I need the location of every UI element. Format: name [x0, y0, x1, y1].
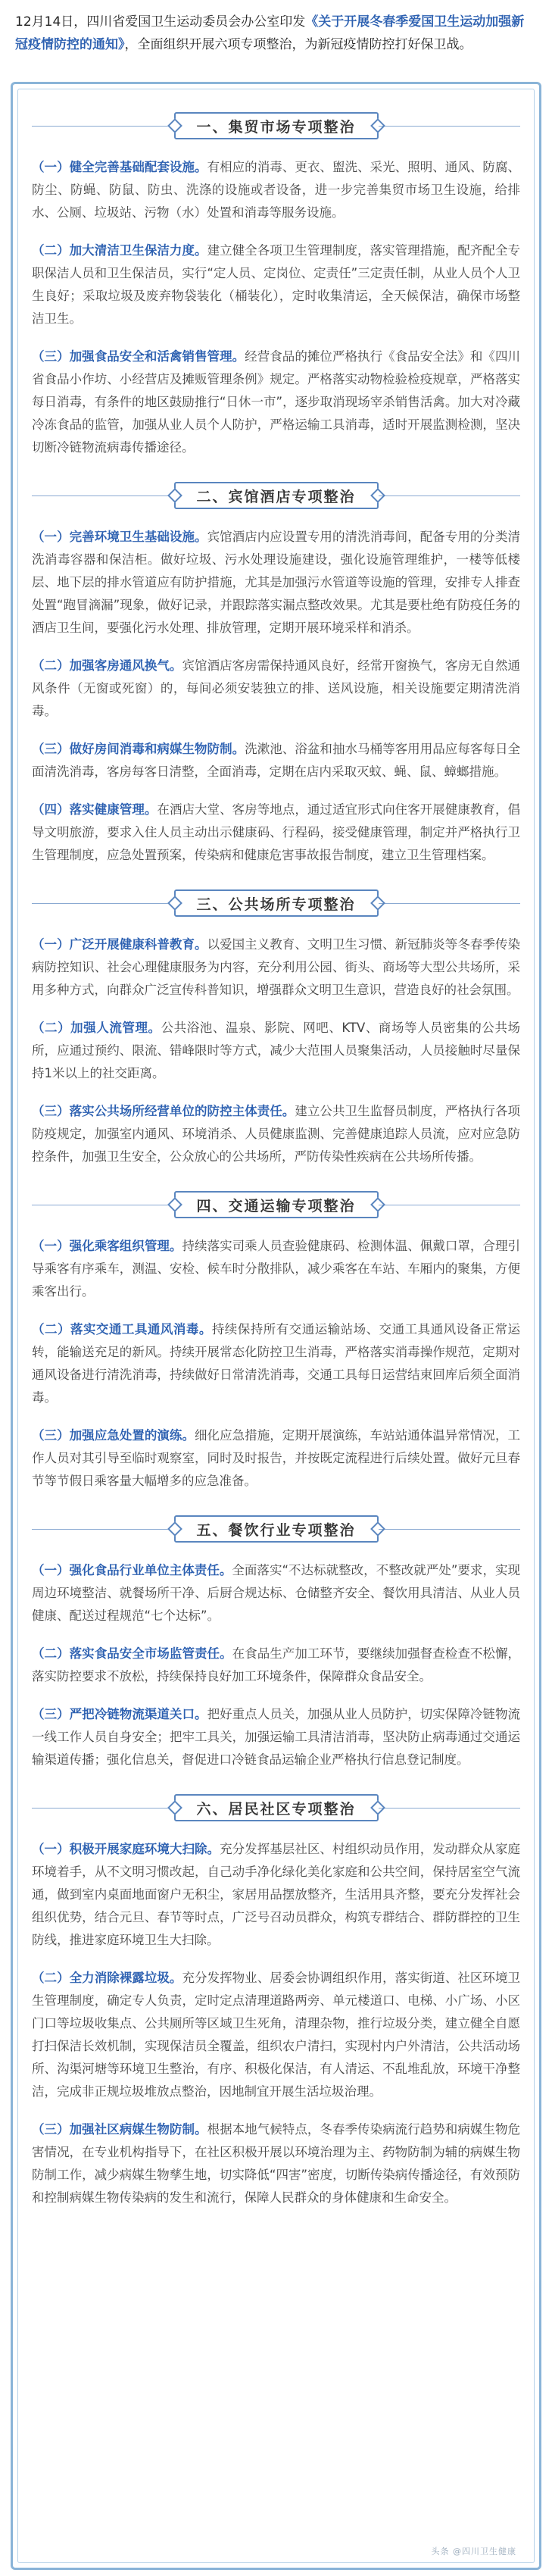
measure-item: [32, 655, 520, 723]
measure-text: 持续保持所有交通运输站场、交通工具通风设备正常运转，能输送充足的新风。持续开展常态化防控卫生消毒，严格落实消毒操作规范，定期对通风设备进行清洗消毒，持续做好日常清洗消毒，交通工具每日运营结束回库后须全面消毒。: [32, 1322, 521, 1405]
measure-item: [32, 239, 520, 330]
measure-item: [32, 1967, 520, 2103]
intro-date-prefix: 12月14日，四川省爱国卫生运动委员会办公室印发: [15, 14, 306, 30]
measure-text: 洗漱池、浴盆和抽水马桶等客用用品应每客每日全面清洗消毒，客房每客日清整，全面消毒，定期在店内采取灭蚊、蝇、鼠、蟑螂措施。: [32, 742, 521, 779]
section-3: [32, 889, 520, 1168]
section-title: 六、居民社区专项整治: [174, 1794, 379, 1821]
measure-text: 在酒店大堂、客房等地点，通过适宜形式向住客开展健康教育，倡导文明旅游，要求入住人员主动出示健康码、行程码，接受健康管理，制定并严格执行卫生管理制度，应急处置预案，传染病和健康危害事故报告制度，建立卫生管理档案。: [32, 802, 521, 862]
measure-item: [32, 1559, 520, 1627]
measure-lead: （四）落实健康管理。: [32, 802, 157, 817]
measure-text: 持续落实司乘人员查验健康码、检测体温、佩戴口罩，合理引导乘客有序乘车，测温、安检、候车时分散排队，减少乘客在车站、车厢内的聚集，方便乘客出行。: [32, 1239, 521, 1299]
measure-item: [32, 526, 520, 639]
section-title: 一、集贸市场专项整治: [174, 112, 379, 139]
section-6: [32, 1794, 520, 2209]
section-header-left-line: [32, 126, 174, 127]
measure-lead: （一）强化乘客组织管理。: [32, 1239, 182, 1253]
measure-text: 充分发挥基层社区、村组织动员作用，发动群众从家庭环境着手，从不文明习惯改起，自己动手净化绿化美化家庭和公共空间，保持居室空气流通，做到室内桌面地面窗户无积尘，家居用品摆放整齐，生活用具齐整，要充分发挥社会组织优势，结合元旦、春节等时点，广泛号召动员群众，构筑专群结合、群防群控的卫生防线，推进家庭环境卫生大扫除。: [32, 1842, 521, 1947]
content-frame: [11, 82, 541, 2570]
measure-text: 细化应急措施，定期开展演练，车站站通体温异常情况，工作人员对其引导至临时观察室，同时及时报告，并按既定流程进行后续处置。做好元旦春节等节假日乘客量大幅增多的应急准备。: [32, 1428, 521, 1488]
measure-item: [32, 1017, 520, 1085]
section-1: [32, 112, 520, 459]
section-header-left-line: [32, 1808, 174, 1809]
section-header-right-line: [379, 1529, 521, 1530]
measure-lead: （一）广泛开展健康科普教育。: [32, 937, 207, 952]
section-5: [32, 1515, 520, 1771]
intro-after: ，全面组织开展六项专项整治，为新冠疫情防控打好保卫战。: [124, 37, 472, 52]
section-title: 五、餐饮行业专项整治: [174, 1515, 379, 1543]
measure-lead: （三）加强应急处置的演练。: [32, 1428, 195, 1443]
intro-doc-title[interactable]: 《关于开展冬春季爱国卫生运动加强新冠疫情防控的通知》: [15, 14, 525, 52]
section-header: [32, 889, 520, 917]
measure-text: 经营食品的摊位严格执行《食品安全法》和《四川省食品小作坊、小经营店及摊贩管理条例》规定。严格落实动物检验检疫规章，严格落实每日消毒，有条件的地区鼓励推行“日休一市”，逐步取消现场宰杀销售活禽。加大对冷藏冷冻食品的监管，加强从业人员个人防护，严格运输工具消毒，适时开展监测检测，坚决切断冷链物流病毒传播途径。: [32, 349, 521, 455]
intro-paragraph: [15, 11, 537, 56]
measure-lead: （二）加强客房通风换气。: [32, 658, 182, 673]
section-header-right-line: [379, 126, 521, 127]
section-4: [32, 1191, 520, 1493]
measure-text: 把好重点人员关，加强从业人员防护，切实保障冷链物流一线工作人员自身安全；把牢工具关，加强运输工具清洁消毒，坚决防止病毒通过交通运输渠道传播；强化信息关，督促进口冷链食品运输企业严格执行信息登记制度。: [32, 1707, 521, 1767]
measure-item: [32, 1318, 520, 1409]
measure-lead: （二）加大清洁卫生保洁力度。: [32, 243, 207, 258]
section-header: [32, 1191, 520, 1218]
section-title: 二、宾馆酒店专项整治: [174, 482, 379, 509]
measure-lead: （三）严把冷链物流渠道关口。: [32, 1707, 207, 1721]
measure-item: [32, 1100, 520, 1168]
measure-item: [32, 156, 520, 224]
measure-item: [32, 1643, 520, 1688]
measure-text: 建立公共卫生监督员制度，严格执行各项防疫规定，加强室内通风、环境消杀、人员健康监测、完善健康追踪人员流，应对应急防控条件，加强卫生安全，公众放心的公共场所，严防传染性疾病在公共场所传播。: [32, 1104, 521, 1164]
measure-item: [32, 2118, 520, 2209]
section-header-left-line: [32, 903, 174, 904]
section-header-left-line: [32, 1529, 174, 1530]
measure-text: 充分发挥物业、居委会协调组织作用，落实街道、社区环境卫生管理制度，确定专人负责，定时定点清理道路两旁、单元楼道口、电梯、小广场、小区门口等垃圾收集点、公共厕所等区域卫生死角，清理杂物，推行垃圾分类，建立健全自愿打扫保洁长效机制，实现保洁员全覆盖，组织农户清扫，实现村内户外清洁，公共活动场所、沟渠河塘等环境卫生整治，有序、积极化保洁，有人清运、不乱堆乱放，环境干净整洁，完成非正规垃圾堆放点整治，因地制宜开展生活垃圾治理。: [32, 1971, 521, 2099]
measure-text: 公共浴池、温泉、影院、网吧、KTV、商场等人员密集的公共场所，应通过预约、限流、错峰限时等方式，减少大范围人员聚集活动，人员接触时尽量保持1米以上的社交距离。: [32, 1021, 521, 1080]
measure-lead: （三）加强食品安全和活禽销售管理。: [32, 349, 245, 364]
sections-container: [17, 89, 535, 2563]
section-title: 四、交通运输专项整治: [174, 1191, 379, 1218]
measure-lead: （三）落实公共场所经营单位的防控主体责任。: [32, 1104, 295, 1118]
section-header-right-line: [379, 1808, 521, 1809]
section-header: [32, 1515, 520, 1543]
section-title: 三、公共场所专项整治: [174, 889, 379, 917]
measure-lead: （一）积极开展家庭环境大扫除。: [32, 1842, 220, 1856]
measure-text: 全面落实“不达标就整改，不整改就严处”要求，实现周边环境整洁、就餐场所干净、后厨合规达标、仓储整齐安全、餐饮用具清洁、从业人员健康、配送过程规范“七个达标”。: [32, 1563, 520, 1623]
measure-text: 宾馆酒店内应设置专用的清洗消毒间，配备专用的分类清洗消毒容器和保洁柜。做好垃圾、污水处理设施建设，强化设施管理维护，一楼等低楼层、地下层的排水管道应有防护措施，尤其是加强污水管道等设施的管理，安排专人排查处置“跑冒滴漏”现象，做好记录，并跟踪落实漏点整改效果。尤其是要杜绝有防疫任务的酒店卫生间，要强化污水处理、排放管理，定期开展环境采样和消杀。: [32, 530, 521, 635]
section-header: [32, 1794, 520, 1821]
measure-lead: （三）做好房间消毒和病媒生物防制。: [32, 742, 245, 756]
measure-text: 以爱国主义教育、文明卫生习惯、新冠肺炎等冬春季传染病防控知识、社会心理健康服务为内容，充分利用公园、街头、商场等大型公共场所，采用多种方式，向群众广泛宣传科普知识，增强群众文明卫生意识，营造良好的社会氛围。: [32, 937, 521, 997]
measure-text: 在食品生产加工环节，要继续加强督查检查不松懈，落实防控要求不放松，持续保持良好加工环境条件，保障群众食品安全。: [32, 1646, 521, 1683]
measure-lead: （一）完善环境卫生基础设施。: [32, 530, 207, 544]
measure-item: [32, 1235, 520, 1303]
section-header-right-line: [379, 903, 521, 904]
measure-text: 建立健全各项卫生管理制度，落实管理措施，配齐配全专职保洁人员和卫生保洁员，实行“定人员、定岗位、定责任”三定责任制，从业人员个人卫生良好；采取垃圾及废弃物袋装化（桶装化），定时收集清运，全天候保洁，确保市场整洁卫生。: [32, 243, 521, 326]
measure-item: [32, 933, 520, 1002]
measure-lead: （二）全力消除裸露垃圾。: [32, 1971, 182, 1985]
measure-item: [32, 345, 520, 459]
measure-item: [32, 1838, 520, 1952]
measure-item: [32, 1424, 520, 1493]
watermark: 头条 @四川卫生健康: [431, 2546, 516, 2556]
section-2: [32, 482, 520, 867]
measure-lead: （二）加强人流管理。: [32, 1021, 161, 1035]
measure-text: 宾馆酒店客房需保持通风良好，经常开窗换气，客房无自然通风条件（无窗或死窗）的，每间必须安装独立的排、送风设施，相关设施要定期清洗消毒。: [32, 658, 521, 718]
measure-lead: （三）加强社区病媒生物防制。: [32, 2122, 207, 2137]
measure-item: [32, 738, 520, 783]
measure-text: 有相应的消毒、更衣、盥洗、采光、照明、通风、防腐、防尘、防蝇、防鼠、防虫、洗涤的设施或者设备，进一步完善集贸市场卫生设施，给排水、公厕、垃圾站、污物（水）处置和消毒等服务设施。: [32, 160, 521, 220]
measure-lead: （一）健全完善基础配套设施。: [32, 160, 207, 174]
section-header: [32, 482, 520, 509]
measure-lead: （二）落实食品安全市场监管责任。: [32, 1646, 232, 1661]
measure-text: 根据本地气候特点，冬春季传染病流行趋势和病媒生物危害情况，在专业机构指导下，在社区积极开展以环境治理为主、药物防制为辅的病媒生物防制工作，减少病媒生物孳生地，切实降低“四害”密度，切断传染病传播途径，有效预防和控制病媒生物传染病的发生和流行，保障人民群众的身体健康和生命安全。: [32, 2122, 521, 2205]
measure-item: [32, 1703, 520, 1771]
section-header: [32, 112, 520, 139]
measure-lead: （二）落实交通工具通风消毒。: [32, 1322, 212, 1336]
measure-lead: （一）强化食品行业单位主体责任。: [32, 1563, 232, 1577]
measure-item: [32, 799, 520, 867]
